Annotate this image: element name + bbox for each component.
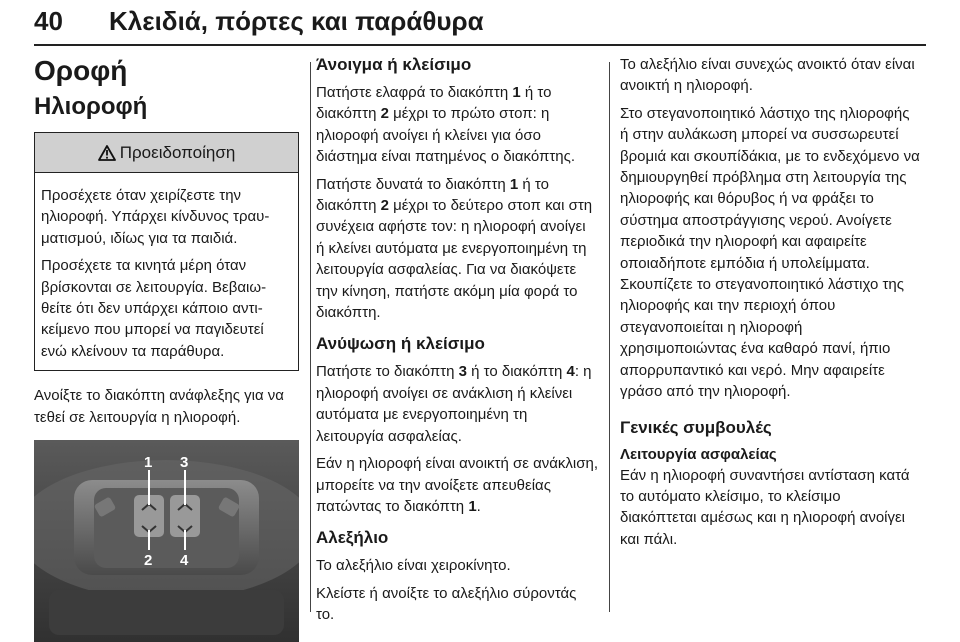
heading-open-close: Άνοιγμα ή κλείσιμο	[316, 55, 472, 74]
text-shade-1: Το αλεξήλιο είναι χειροκίνητο.	[316, 557, 511, 575]
text-run: Εάν η ηλιοροφή είναι ανοικτή σε ανάκλιση, μπορείτε να την ανοίξετε απευθείας πατώντας το διακόπτη	[316, 455, 599, 515]
warning-header	[35, 133, 298, 173]
text-run: μέχρι το δεύτερο στοπ και στη συνέχεια αφήστε τον: η ηλιοροφή ανοίγει ή κλείνει αυτόματα με ενεργοποιημένη τη λειτουργία ασφαλείας. Για να διακόψετε την κίνηση, πατήστε ακόμη μία φορά το διακόπτη.	[316, 197, 593, 322]
intro-text: Ανοίξτε το διακόπτη ανάφλεξης για να τεθεί σε λειτουργία η ηλιοροφή.	[34, 387, 284, 426]
text-shade-2: Κλείστε ή ανοίξτε το αλεξήλιο σύροντάς το.	[316, 584, 577, 624]
text-run: ή το διακόπτη	[316, 84, 552, 123]
switch-ref-2: 2	[380, 105, 389, 123]
heading-general-tips: Γενικές συμβουλές	[620, 417, 772, 437]
callout-2: 2	[144, 552, 153, 570]
text-run: : η ηλιοροφή ανοίγει σε ανάκλιση ή κλείνει αυτόματα με ενεργοποιημένη τη λειτουργία ασφαλείας.	[316, 363, 592, 445]
warning-text-2: Προσέχετε τα κινητά μέρη όταν βρίσκονται σε λειτουργία. Βεβαιωθείτε ότι δεν υπάρχει κάποιο αντικείμενο που μπορεί να παγιδευτεί ενώ κλείνουν τα παράθυρα.	[41, 257, 267, 360]
header-rule	[34, 44, 926, 46]
heading-safety-function: Λειτουργία ασφαλείας	[620, 445, 777, 463]
callout-1: 1	[144, 454, 153, 472]
text-maintenance: Στο στεγανοποιητικό λάστιχο της ηλιοροφής ή στην αυλάκωση μπορεί να συσσωρευτεί βρομιά και σκουπίδάκια, με το ενδεχόμενο να δημιουργηθεί πρόβλημα στη λειτουργία της ηλιοροφής και θόρυβος ή να φράξει το σύστημα αποστράγγισης νερού. Ανοίγετε περιοδικά την ηλιοροφή και αφαιρείτε οποιαδήποτε εμπόδια ή υπολείμματα. Σκουπίζετε το στεγανοποιητικό λάστιχο της ηλιοροφής και την περιοχή όπου στεγανοποιείται η ηλιοροφή χρησιμοποιώντας ένα καθαρό πανί, ήπιο απορρυπαντικό και νερό. Μην αφαιρείτε γράσο από την ηλιοροφή.	[620, 104, 920, 401]
column-2	[316, 54, 598, 632]
column-divider-1	[310, 62, 311, 612]
switch-ref-3: 3	[458, 363, 467, 381]
text-tilt-2	[316, 453, 598, 517]
text-open-1	[316, 82, 598, 168]
text-run: Πατήστε το διακόπτη	[316, 363, 459, 381]
text-safety: Εάν η ηλιοροφή συναντήσει αντίσταση κατά το αυτόματο κλείσιμο, το κλείσιμο διακόπτεται αμέσως και η ηλιοροφή ανοίγει και πάλι.	[620, 466, 910, 548]
switch-ref-1: 1	[468, 497, 477, 515]
switch-ref-4: 4	[566, 363, 575, 381]
text-shade-3: Το αλεξήλιο είναι συνεχώς ανοικτό όταν είναι ανοικτή η ηλιοροφή.	[620, 56, 915, 95]
subsection-title: Ηλιοροφή	[34, 93, 148, 120]
warning-triangle-icon	[98, 145, 116, 161]
warning-body	[35, 173, 298, 370]
warning-text-1: Προσέχετε όταν χειρίζεστε την ηλιοροφή. Υπάρχει κίνδυνος τραυματισμού, ιδίως για τα παιδιά.	[41, 187, 270, 247]
text-run: ή το διακόπτη	[316, 175, 549, 215]
switch-ref-2: 2	[380, 197, 389, 215]
warning-label: Προειδοποίηση	[119, 142, 236, 162]
callout-3: 3	[180, 454, 189, 472]
column-1	[34, 54, 299, 642]
column-divider-2	[609, 62, 610, 612]
page-header	[34, 6, 934, 46]
text-open-2	[316, 174, 598, 324]
switch-ref-1: 1	[512, 84, 521, 101]
text-run: Πατήστε δυνατά το διακόπτη	[316, 175, 510, 193]
text-tilt-1	[316, 361, 598, 447]
warning-box	[34, 132, 299, 371]
section-title: Οροφή	[34, 55, 128, 86]
heading-sunshade: Αλεξήλιο	[316, 528, 389, 548]
text-run: μέχρι το πρώτο στοπ: η ηλιοροφή ανοίγει ή κλείνει για όσο διάστημα είναι πατημένος ο διακόπτης.	[316, 105, 576, 166]
sunroof-switch-photo	[34, 440, 299, 642]
page-number: 40	[34, 6, 63, 36]
callout-4: 4	[180, 552, 189, 570]
switch-ref-1: 1	[509, 175, 519, 193]
text-run: .	[476, 497, 481, 515]
running-title: Κλειδιά, πόρτες και παράθυρα	[109, 6, 484, 36]
heading-tilt: Ανύψωση ή κλείσιμο	[316, 334, 485, 354]
text-run: ή το διακόπτη	[466, 363, 567, 381]
text-run: Πατήστε ελαφρά το διακόπτη	[316, 84, 513, 101]
column-3	[620, 54, 920, 556]
